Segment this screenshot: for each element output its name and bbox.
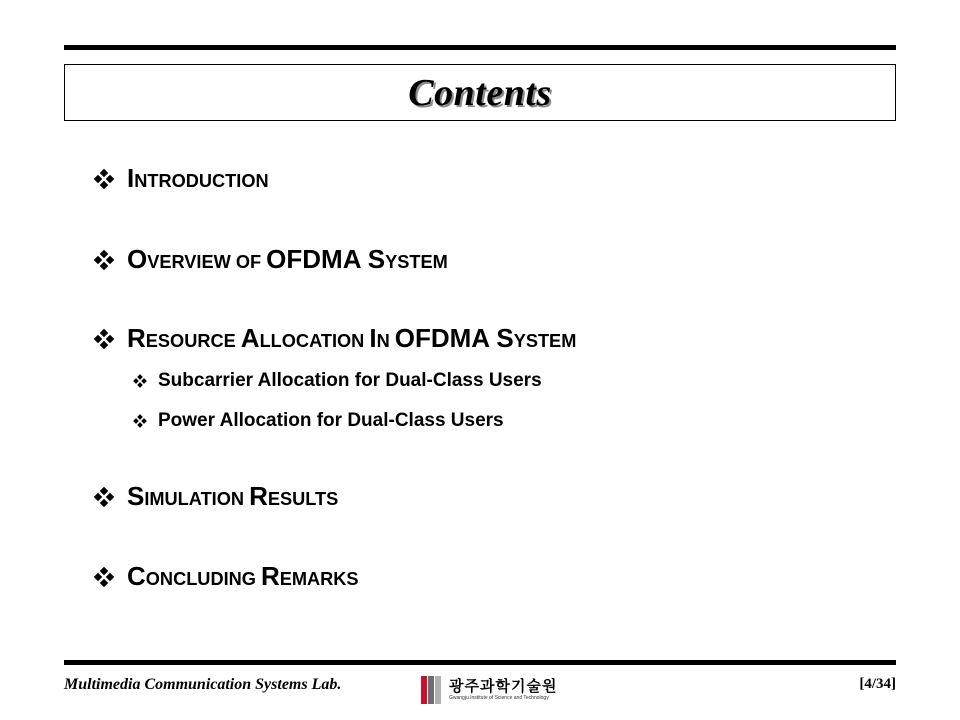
- item-text: Power Allocation for Dual-Class Users: [158, 410, 504, 431]
- item-text: [127, 323, 576, 354]
- item-text-part: EMARKS: [279, 569, 359, 589]
- item-text-part: ONCLUDING: [145, 569, 261, 589]
- sub-item-power-allocation: [134, 410, 504, 432]
- item-text-part: ESOURCE: [145, 331, 241, 351]
- item-text-part: VERVIEW OF: [147, 252, 267, 272]
- list-item-concluding-remarks: [95, 561, 359, 592]
- item-text-part: ESULTS: [267, 489, 339, 509]
- sub-item-subcarrier-allocation: [134, 370, 542, 392]
- item-text-part: I: [127, 163, 135, 193]
- item-text: [127, 561, 359, 592]
- diamond-bullet-icon: [95, 568, 113, 586]
- item-text-part: OFDMA S: [266, 244, 386, 274]
- list-item-simulation-results: [95, 481, 338, 512]
- institute-logo: [421, 676, 557, 704]
- bottom-rule: [64, 660, 896, 665]
- item-text: [127, 244, 448, 275]
- institute-subtitle: Gwangju Institute of Science and Technology: [449, 695, 549, 701]
- page-number: [4/34]: [859, 676, 896, 692]
- item-text-part: C: [127, 561, 146, 591]
- item-text-part: LLOCATION: [259, 331, 370, 351]
- diamond-bullet-icon: [95, 170, 113, 188]
- item-text-part: R: [127, 323, 146, 353]
- item-text: [127, 163, 269, 194]
- institute-name: 광주과학기술원: [449, 678, 558, 695]
- institute-logo-text: [449, 679, 557, 701]
- diamond-bullet-icon: [95, 330, 113, 348]
- item-text-part: YSTEM: [385, 252, 448, 272]
- item-text-part: R: [260, 561, 280, 591]
- item-text-part: IMULATION: [144, 489, 250, 509]
- institute-emblem-icon: [421, 676, 441, 704]
- item-text-part: YSTEM: [513, 331, 577, 351]
- list-item-resource-allocation: [95, 323, 576, 354]
- footer-lab-name: Multimedia Communication Systems Lab.: [64, 676, 342, 693]
- item-text: Subcarrier Allocation for Dual-Class Users: [158, 370, 542, 391]
- item-text-part: I: [369, 323, 377, 353]
- list-item-introduction: [95, 163, 269, 194]
- item-text-part: N: [376, 331, 395, 351]
- top-rule: [64, 45, 896, 50]
- diamond-bullet-icon: [95, 488, 113, 506]
- item-text-part: A: [240, 323, 260, 353]
- title-box: [64, 64, 896, 121]
- item-text-part: O: [127, 244, 148, 274]
- slide-title: Contents: [408, 71, 552, 114]
- item-text: [127, 481, 338, 512]
- item-text-part: NTRODUCTION: [134, 171, 269, 191]
- diamond-bullet-icon: [95, 251, 113, 269]
- diamond-bullet-icon: [134, 415, 146, 427]
- list-item-overview: [95, 244, 448, 275]
- diamond-bullet-icon: [134, 375, 146, 387]
- item-text-part: OFDMA S: [394, 323, 514, 353]
- item-text-part: S: [127, 481, 145, 511]
- item-text-part: R: [249, 481, 268, 511]
